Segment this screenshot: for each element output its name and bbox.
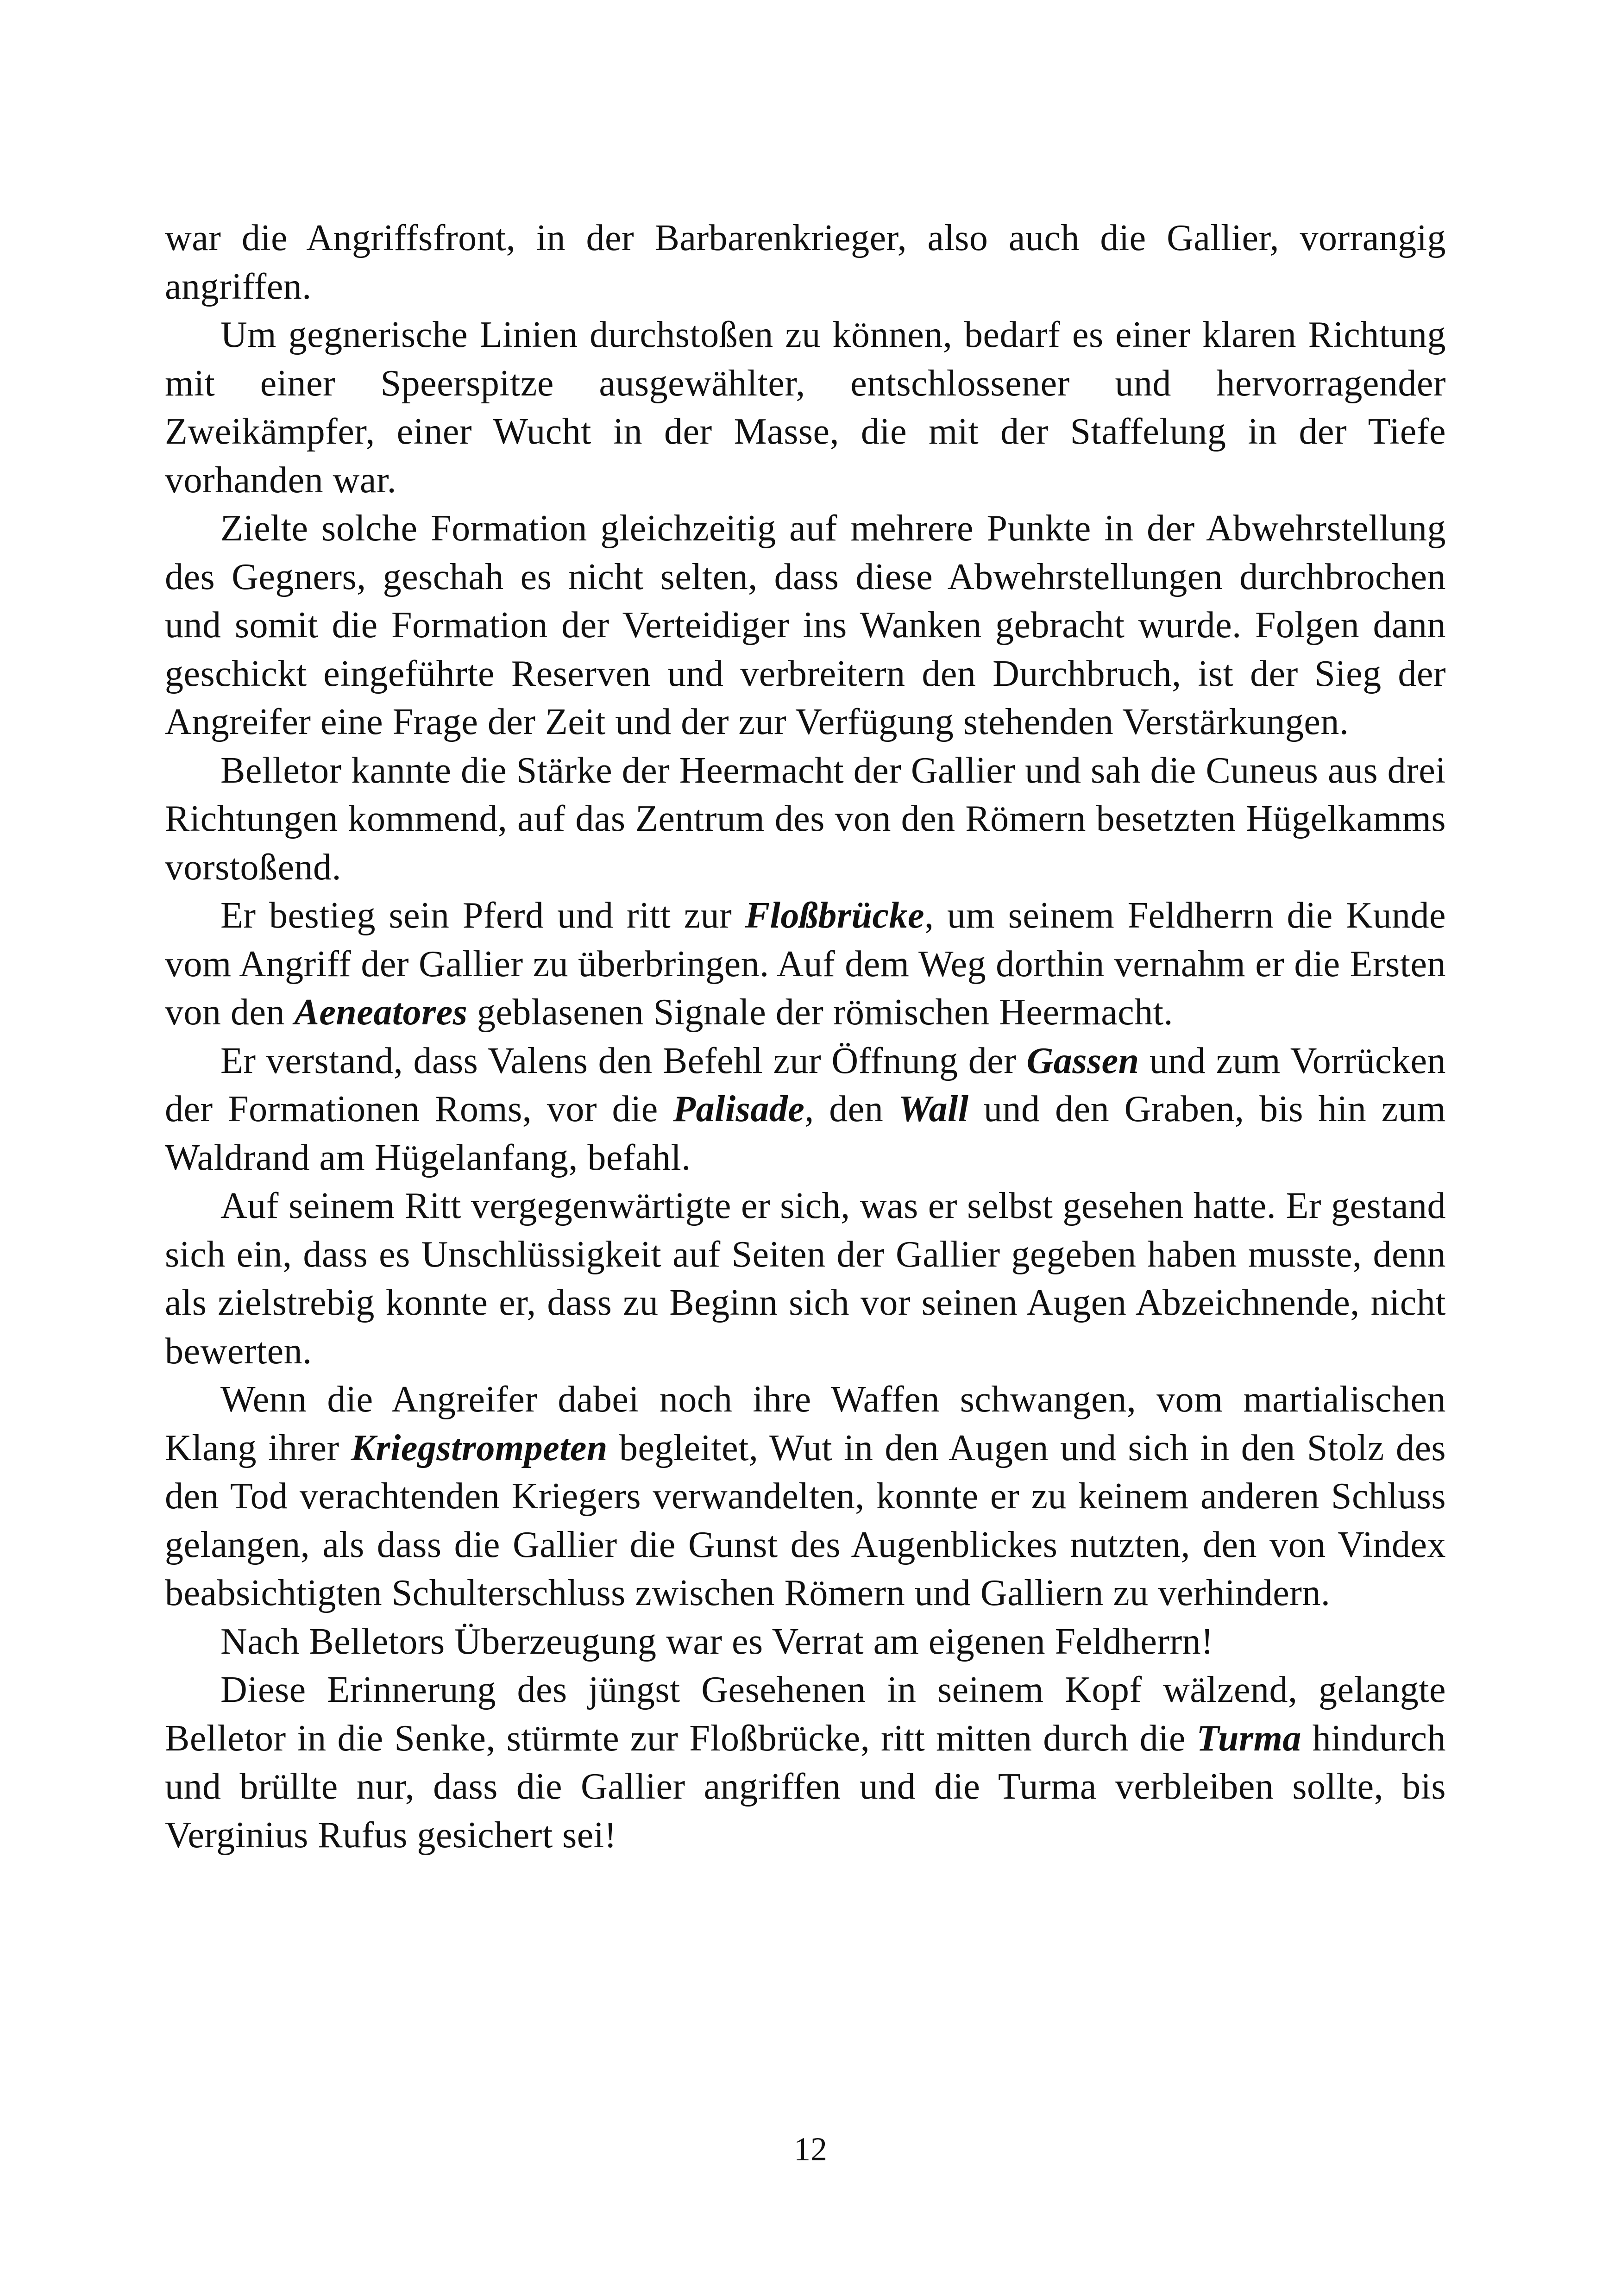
emphasized-term: Gassen [1026,1040,1139,1081]
paragraph [165,1375,1446,1618]
paragraph [165,1037,1446,1182]
paragraph-text: hindurch und brüllte nur, dass die Gallier angriffen und die Turma verbleiben sollte, bis Verginius Rufus gesichert sei! [165,1718,1446,1856]
paragraph [165,1182,1446,1375]
paragraph-text: , um seinem Feldherrn die Kunde vom Angriff der Gallier zu überbringen. Auf dem Weg dorthin vernahm er die Ersten von den [165,895,1446,1033]
emphasized-term: Floßbrücke [745,895,924,936]
paragraph-text: Nach Belletors Überzeugung war es Verrat am eigenen Feldherrn! [220,1621,1214,1662]
paragraph-text: Diese Erinnerung des jüngst Gesehenen in seinem Kopf wälzend, gelangte Belletor in die Senke, stürmte zur Floßbrücke, ritt mitten durch die [165,1669,1446,1759]
paragraph-text: geblasenen Signale der römischen Heermacht. [467,992,1174,1033]
paragraph-text: und zum Vorrücken der Formationen Roms, vor die [165,1040,1446,1129]
paragraph [165,311,1446,504]
page-number: 12 [794,2131,827,2168]
emphasized-term: Kriegstrompeten [351,1427,608,1468]
paragraph-text: , den [804,1089,898,1129]
paragraph-text: Er bestieg sein Pferd und ritt zur [220,895,745,936]
paragraph [165,1666,1446,1859]
paragraph [165,214,1446,311]
emphasized-term: Aeneatores [294,992,468,1033]
paragraph-text: Auf seinem Ritt vergegenwärtigte er sich, was er selbst gesehen hatte. Er gestand sich ein, dass es Unschlüssigkeit auf Seiten der Gallier gegeben haben musste, denn als zielstrebig konnte er, dass zu Beginn sich vor seinen Augen Abzeichnende, nicht bewerten. [165,1186,1446,1372]
paragraph-text: war die Angriffsfront, in der Barbarenkrieger, also auch die Gallier, vorrangig angriffen. [165,218,1446,307]
paragraph-text: Belletor kannte die Stärke der Heermacht der Gallier und sah die Cuneus aus drei Richtungen kommend, auf das Zentrum des von den Römern besetzten Hügelkamms vorstoßend. [165,750,1446,888]
paragraph [165,747,1446,892]
paragraph [165,504,1446,747]
emphasized-term: Turma [1196,1718,1301,1759]
paragraph-text: Er verstand, dass Valens den Befehl zur Öffnung der [220,1040,1027,1081]
emphasized-term: Wall [898,1089,969,1129]
paragraph [165,1618,1446,1666]
paragraph-text: Wenn die Angreifer dabei noch ihre Waffen schwangen, vom martialischen Klang ihrer [165,1379,1446,1468]
page-body [165,214,1446,1859]
paragraph-text: und den Graben, bis hin zum Waldrand am Hügelanfang, befahl. [165,1089,1446,1178]
emphasized-term: Palisade [673,1089,805,1129]
paragraph [165,891,1446,1037]
paragraph-text: begleitet, Wut in den Augen und sich in den Stolz des den Tod verachtenden Kriegers verwandelten, konnte er zu keinem anderen Schluss gelangen, als dass die Gallier die Gunst des Augenblickes nutzten, den von Vindex beabsichtigten Schulterschluss zwischen Römern und Galliern zu verhindern. [165,1427,1446,1613]
paragraph-text: Um gegnerische Linien durchstoßen zu können, bedarf es einer klaren Richtung mit einer Speerspitze ausgewählter, entschlossener und hervorragender Zweikämpfer, einer Wucht in der Masse, die mit der Staffelung in der Tiefe vorhanden war. [165,314,1446,501]
paragraph-text: Zielte solche Formation gleichzeitig auf mehrere Punkte in der Abwehrstellung des Gegners, geschah es nicht selten, dass diese Abwehrstellungen durchbrochen und somit die Formation der Verteidiger ins Wanken gebracht wurde. Folgen dann geschickt eingeführte Reserven und verbreitern den Durchbruch, ist der Sieg der Angreifer eine Frage der Zeit und der zur Verfügung stehenden Verstärkungen. [165,508,1446,742]
